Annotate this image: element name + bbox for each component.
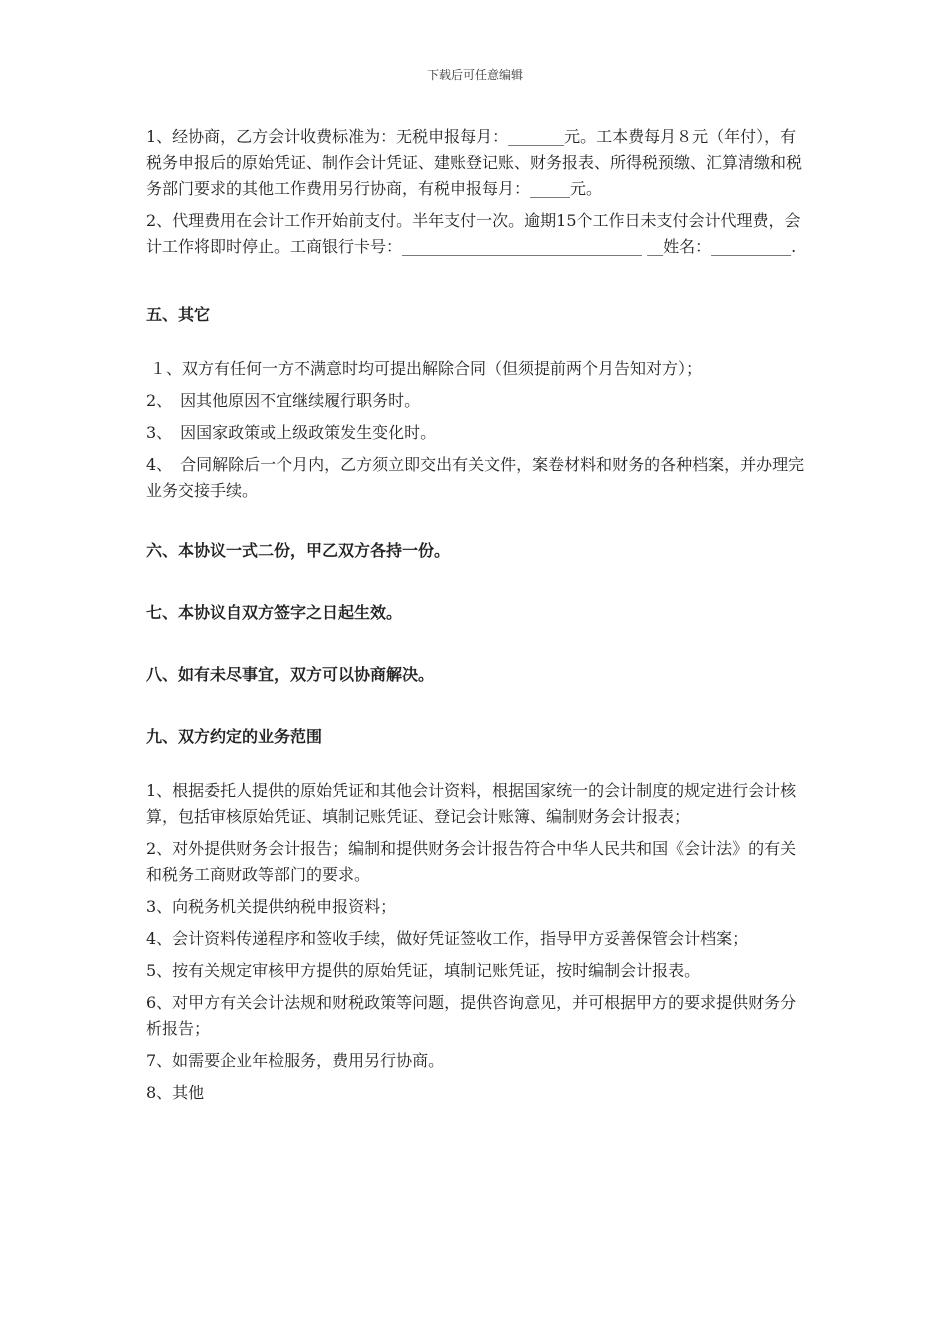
fee-item-1: 1、经协商，乙方会计收费标准为：无税申报每月：_______元。工本费每月８元（年付），有税务申报后的原始凭证、制作会计凭证、建账登记账、财务报表、所得税预缴、汇算清缴和税务部门要求的其他工作费用另行协商，有税申报每月：_____元。 bbox=[146, 127, 803, 198]
document-body bbox=[146, 124, 810, 1112]
scope-item-5: 5、按有关规定审核甲方提供的原始凭证，填制记账凭证，按时编制会计报表。 bbox=[146, 961, 701, 980]
scope-item-7: 7、如需要企业年检服务，费用另行协商。 bbox=[146, 1051, 445, 1070]
page-header: 下载后可任意编辑 bbox=[426, 68, 523, 82]
fee-item-2: 2、代理费用在会计工作开始前支付。半年支付一次。逾期15个工作日未支付会计代理费，会计工作将即时停止。工商银行卡号：______________________________ __姓名：__________. bbox=[146, 211, 801, 256]
scope-section bbox=[146, 724, 810, 1106]
scope-item-8: 8、其他 bbox=[146, 1083, 205, 1102]
scope-item-6: 6、对甲方有关会计法规和财税政策等问题，提供咨询意见，并可根据甲方的要求提供财务分析报告； bbox=[146, 993, 797, 1038]
other-item-3: 3、 因国家政策或上级政策发生变化时。 bbox=[146, 423, 437, 442]
fee-section bbox=[146, 124, 810, 260]
other-section bbox=[146, 302, 810, 504]
section-title-effective: 七、本协议自双方签字之日起生效。 bbox=[146, 603, 403, 622]
scope-item-1: 1、根据委托人提供的原始凭证和其他会计资料，根据国家统一的会计制度的规定进行会计核算，包括审核原始凭证、填制记账凭证、登记会计账簿、编制财务会计报表； bbox=[146, 781, 797, 826]
section-title-other: 五、其它 bbox=[146, 305, 211, 324]
section-title-scope: 九、双方约定的业务范围 bbox=[146, 727, 323, 746]
other-item-1: １、双方有任何一方不满意时均可提出解除合同（但须提前两个月告知对方）； bbox=[150, 359, 703, 378]
section-title-negotiation: 八、如有未尽事宜，双方可以协商解决。 bbox=[146, 665, 435, 684]
section-title-copies: 六、本协议一式二份，甲乙双方各持一份。 bbox=[146, 541, 451, 560]
scope-item-4: 4、会计资料传递程序和签收手续，做好凭证签收工作，指导甲方妥善保管会计档案； bbox=[146, 929, 749, 948]
other-item-4: 4、 合同解除后一个月内，乙方须立即交出有关文件，案卷材料和财务的各种档案，并办理完业务交接手续。 bbox=[146, 455, 805, 500]
other-item-2: 2、 因其他原因不宜继续履行职务时。 bbox=[146, 391, 421, 410]
scope-item-2: 2、对外提供财务会计报告；编制和提供财务会计报告符合中华人民共和国《会计法》的有关 和税务工商财政等部门的要求。 bbox=[146, 839, 797, 884]
scope-item-3: 3、向税务机关提供纳税申报资料； bbox=[146, 897, 397, 916]
